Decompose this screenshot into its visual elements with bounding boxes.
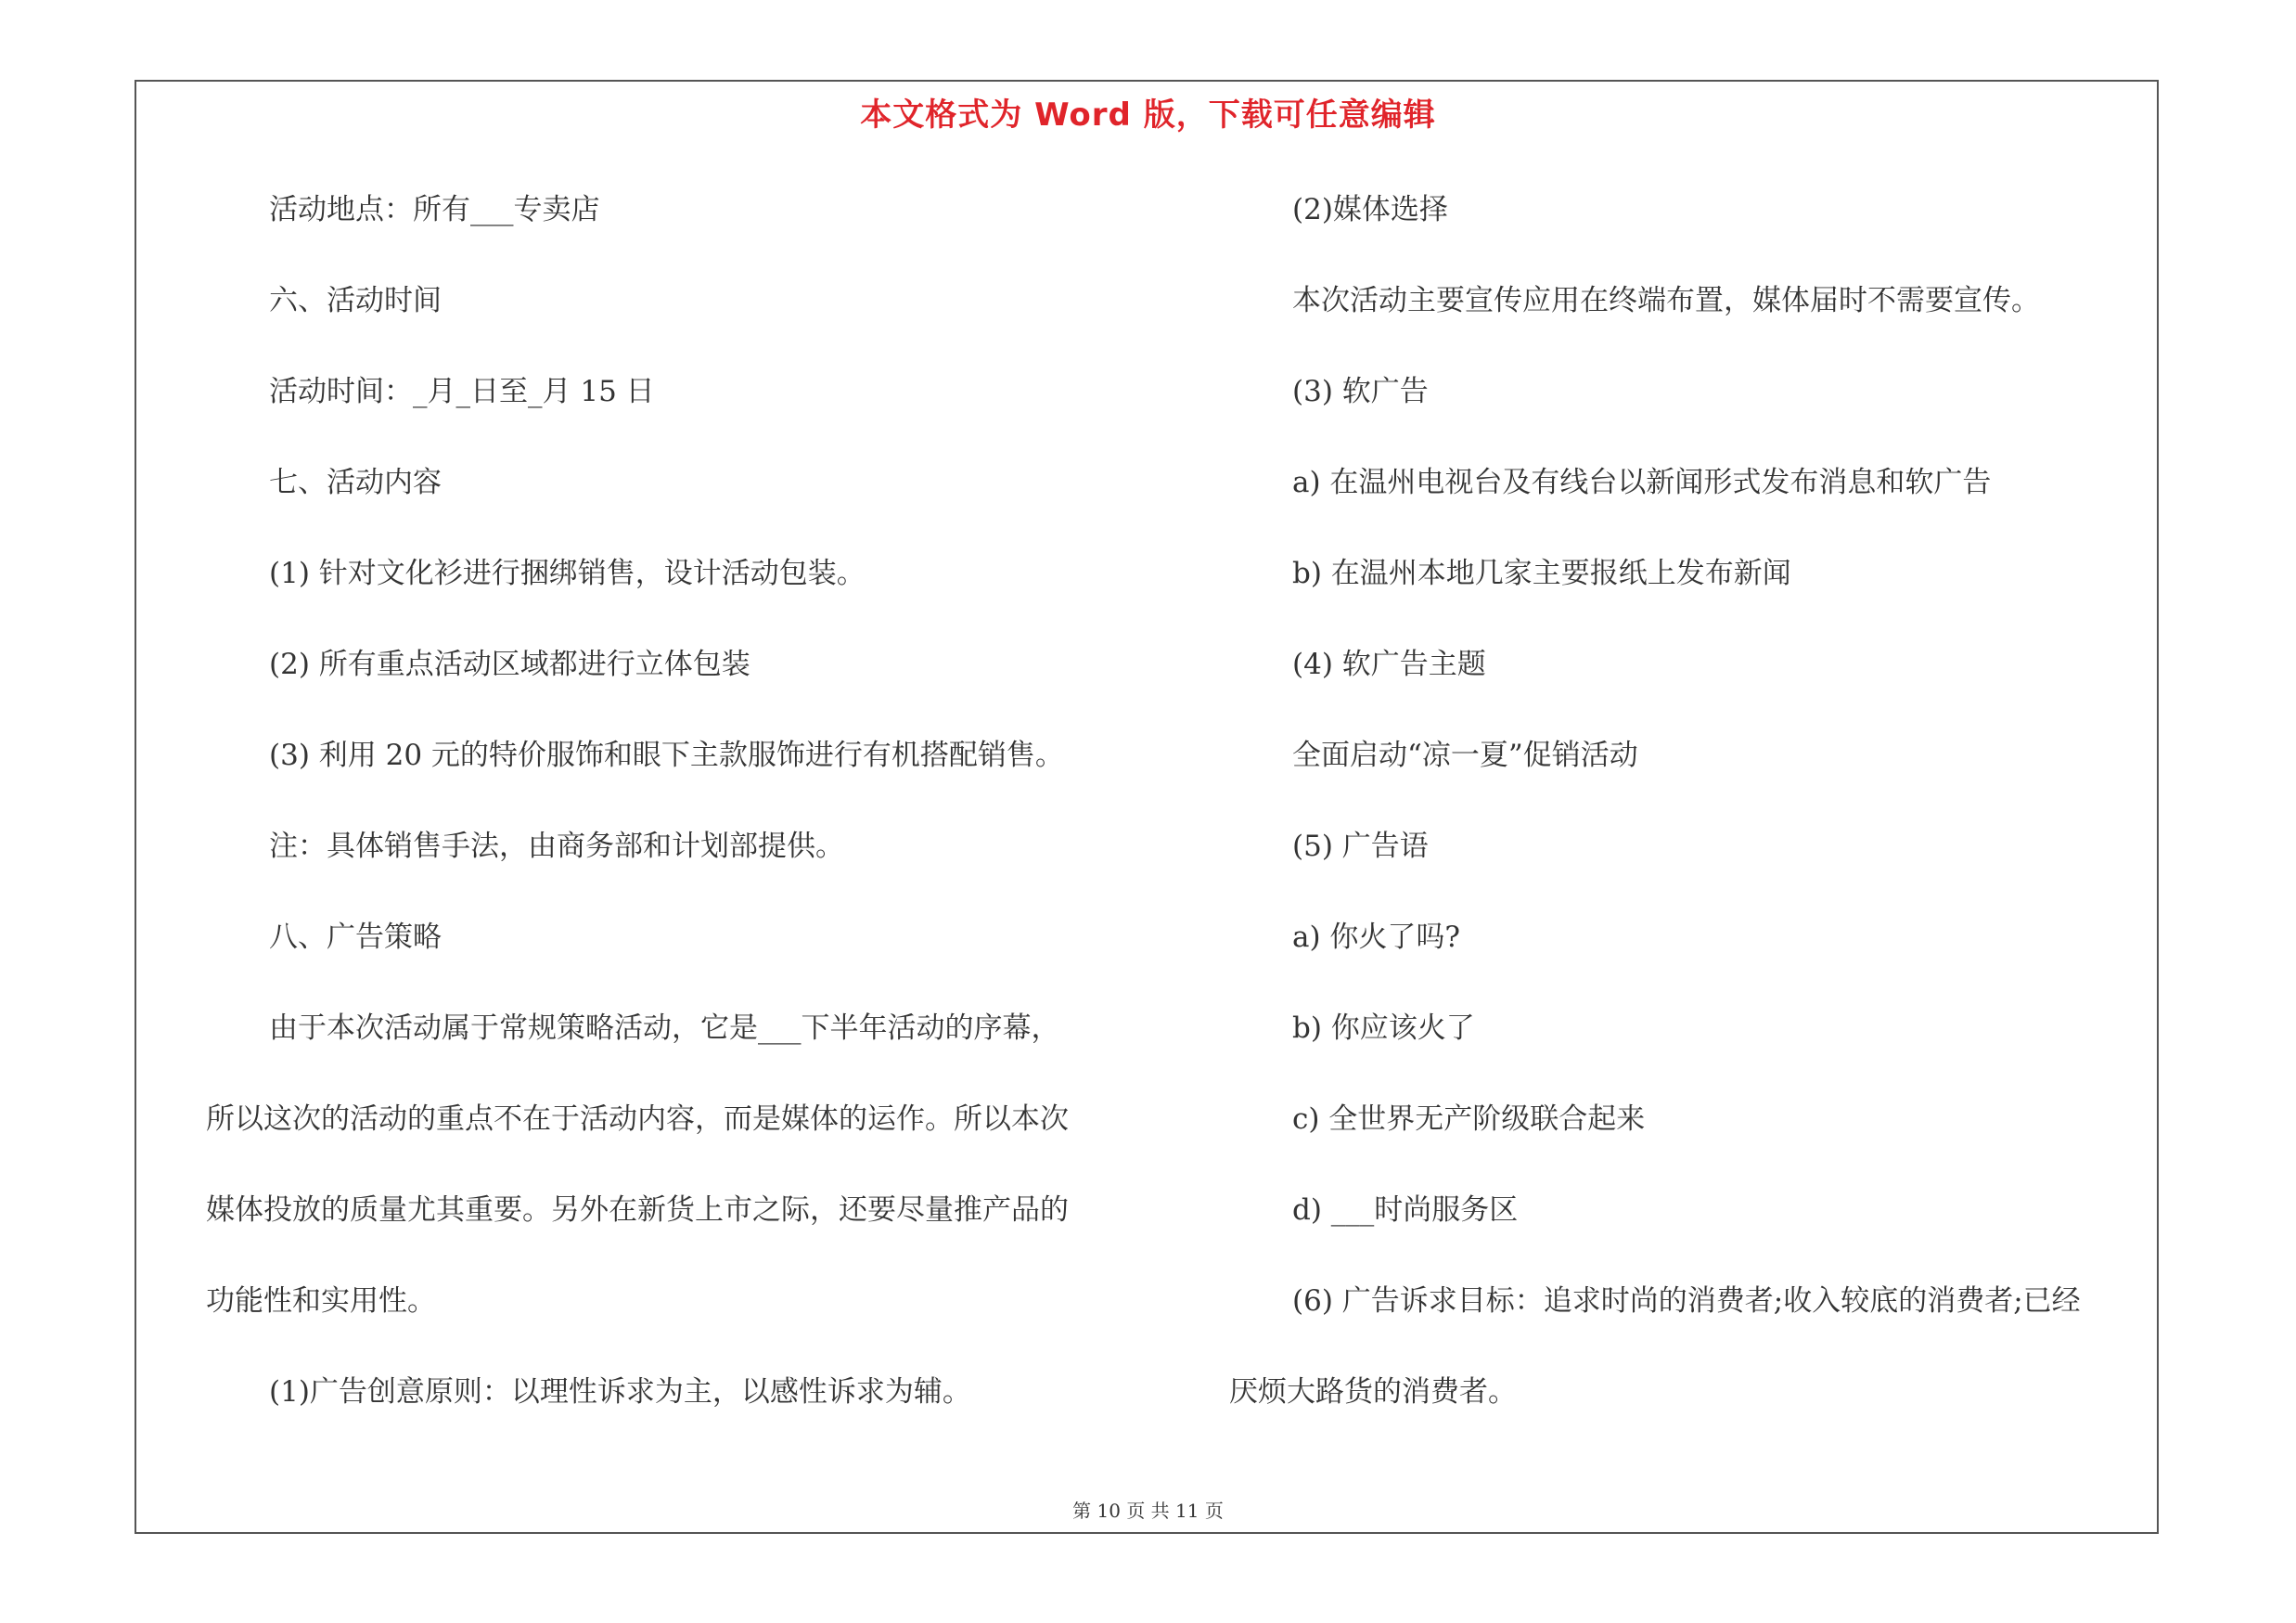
list-item: a) 你火了吗?: [1292, 921, 1461, 954]
list-item: (3) 利用 20 元的特价服饰和眼下主款服饰进行有机搭配销售。: [269, 739, 1064, 772]
paragraph: 所以这次的活动的重点不在于活动内容，而是媒体的运作。所以本次: [206, 1102, 1069, 1136]
paragraph: 活动时间：_月_日至_月 15 日: [269, 375, 655, 408]
paragraph: 厌烦大路货的消费者。: [1229, 1375, 1517, 1409]
section-heading: 六、活动时间: [269, 284, 442, 317]
format-banner: 本文格式为 Word 版，下载可任意编辑: [860, 97, 1436, 134]
paragraph: 由于本次活动属于常规策略活动，它是___下半年活动的序幕，: [269, 1011, 1060, 1045]
list-item: b) 你应该火了: [1292, 1011, 1475, 1045]
page-number: 第 10 页 共 11 页: [1072, 1500, 1224, 1522]
list-item: b) 在温州本地几家主要报纸上发布新闻: [1292, 557, 1791, 590]
list-item: (4) 软广告主题: [1292, 648, 1486, 681]
note: 注：具体销售手法，由商务部和计划部提供。: [269, 830, 844, 863]
list-item: d) ___时尚服务区: [1292, 1193, 1519, 1227]
section-heading: 八、广告策略: [269, 921, 442, 954]
paragraph: 全面启动“凉一夏”促销活动: [1292, 739, 1638, 772]
list-item: (5) 广告语: [1292, 830, 1429, 863]
list-item: c) 全世界无产阶级联合起来: [1292, 1102, 1646, 1136]
paragraph: 功能性和实用性。: [206, 1284, 436, 1318]
paragraph: 本次活动主要宣传应用在终端布置，媒体届时不需要宣传。: [1292, 284, 2040, 317]
section-heading: 七、活动内容: [269, 466, 442, 499]
paragraph: 活动地点：所有___专卖店: [269, 193, 600, 226]
list-item: (1) 针对文化衫进行捆绑销售，设计活动包装。: [269, 557, 866, 590]
list-item: a) 在温州电视台及有线台以新闻形式发布消息和软广告: [1292, 466, 1992, 499]
right-column: [1148, 0, 2296, 1623]
list-item: (2) 所有重点活动区域都进行立体包装: [269, 648, 750, 681]
paragraph: 媒体投放的质量尤其重要。另外在新货上市之际，还要尽量推产品的: [206, 1193, 1069, 1227]
list-item: (3) 软广告: [1292, 375, 1429, 408]
list-item: (2)媒体选择: [1292, 193, 1448, 226]
list-item: (1)广告创意原则：以理性诉求为主，以感性诉求为辅。: [269, 1375, 971, 1409]
list-item: (6) 广告诉求目标：追求时尚的消费者;收入较底的消费者;已经: [1292, 1284, 2081, 1318]
